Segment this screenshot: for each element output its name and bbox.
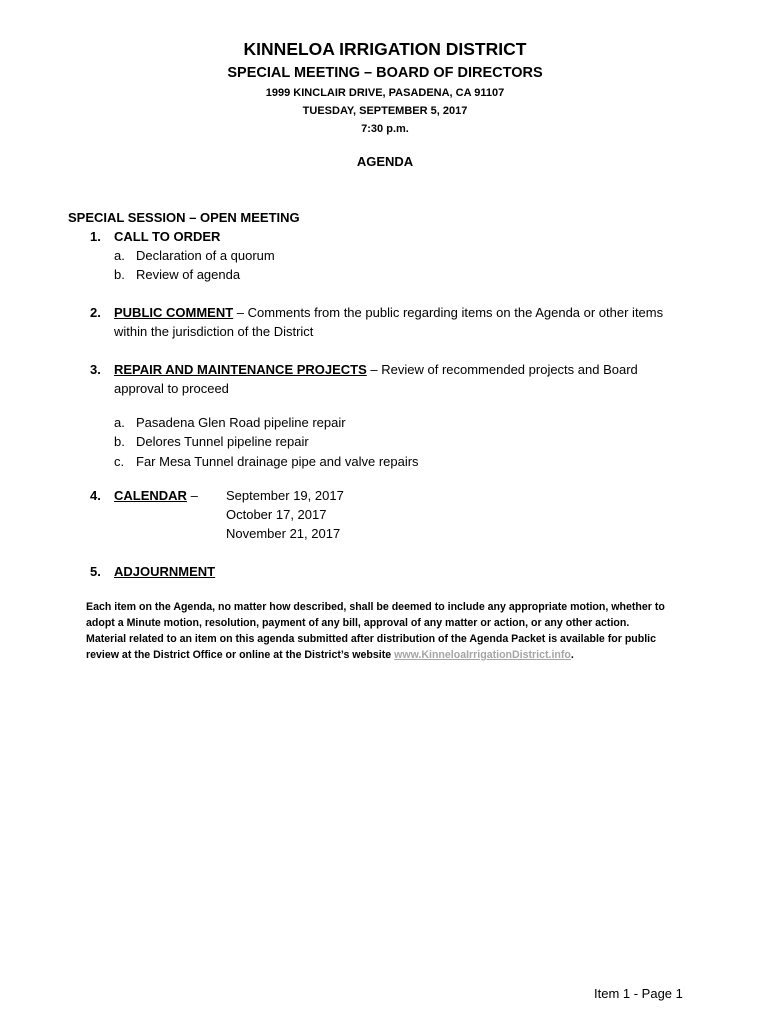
item-description-cont: within the jurisdiction of the District	[114, 324, 314, 339]
notice-line: Material related to an item on this agenda submitted after distribution of the Agenda Packet is available for public	[86, 633, 657, 645]
agenda-heading: AGENDA	[356, 154, 414, 169]
notice-paragraph	[86, 599, 726, 663]
item-description: – Comments from the public regarding items on the Agenda or other items	[233, 305, 664, 320]
session-heading: SPECIAL SESSION – OPEN MEETING	[68, 210, 300, 225]
item-title: REPAIR AND MAINTENANCE PROJECTS	[114, 362, 367, 377]
item-title: CALL TO ORDER	[114, 229, 221, 244]
item-title: CALENDAR	[114, 488, 187, 503]
item-title: ADJOURNMENT	[114, 564, 216, 579]
calendar-date: October 17, 2017	[226, 507, 327, 522]
notice-line: review at the District Office or online at the District’s website www.KinneloaIrrigationDistrict.info.	[86, 649, 574, 661]
item-number: 4.	[90, 488, 101, 503]
meeting-time: 7:30 p.m.	[361, 123, 409, 135]
item-dash: –	[186, 488, 198, 503]
item-title: PUBLIC COMMENT	[114, 305, 234, 320]
item-number: 3.	[90, 362, 101, 377]
calendar-date: September 19, 2017	[226, 488, 344, 503]
calendar-date: November 21, 2017	[226, 526, 341, 541]
notice-line: adopt a Minute motion, resolution, payment of any bill, approval of any matter or action, or any other action.	[86, 617, 630, 629]
item-description: – Review of recommended projects and Board	[366, 362, 638, 377]
org-title: KINNELOA IRRIGATION DISTRICT	[243, 39, 527, 59]
item-number: 1.	[90, 229, 101, 244]
page-footer: Item 1 - Page 1	[594, 986, 683, 1001]
item-description-cont: approval to proceed	[114, 381, 229, 396]
notice-line: Each item on the Agenda, no matter how described, shall be deemed to include any appropriate motion, whether to	[86, 601, 665, 613]
item-number: 2.	[90, 305, 101, 320]
item-number: 5.	[90, 564, 101, 579]
address: 1999 KINCLAIR DRIVE, PASADENA, CA 91107	[265, 87, 505, 99]
meeting-date: TUESDAY, SEPTEMBER 5, 2017	[302, 105, 468, 117]
website-link[interactable]: www.KinneloaIrrigationDistrict.info	[394, 649, 571, 661]
meeting-title: SPECIAL MEETING – BOARD OF DIRECTORS	[227, 65, 543, 81]
